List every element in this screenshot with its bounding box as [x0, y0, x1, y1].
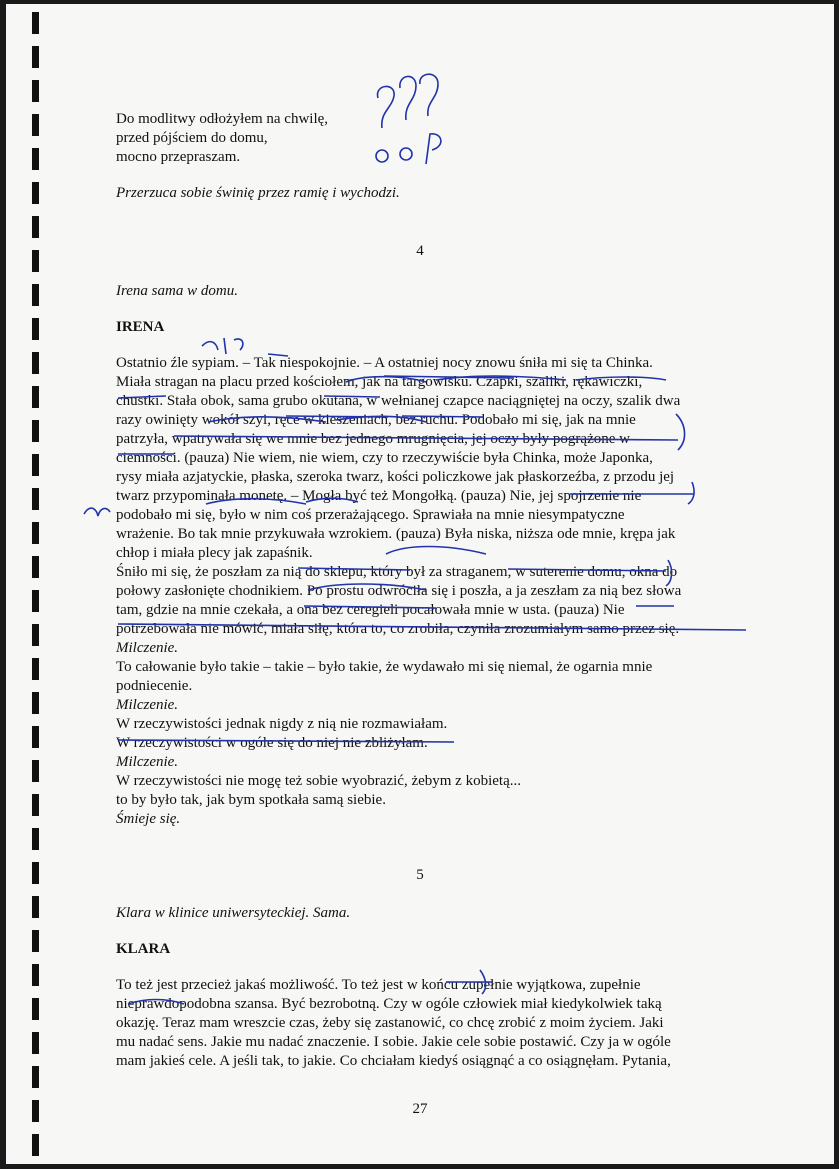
binding-hole: [32, 760, 39, 782]
text-line: razy owinięty wokół szyi, ręce w kieszeniach, bez ruchu. Podobało mi się, jak na mnie: [116, 412, 636, 428]
binding-hole: [32, 692, 39, 714]
text-line: podobało mi się, było w nim coś przerażającego. Sprawiała na mnie niesympatyczne: [116, 507, 625, 523]
text-line: tam, gdzie na mnie czekała, a ona bez ceregieli pocałowała mnie w usta. (pauza) Nie: [116, 602, 625, 618]
binding-holes: [32, 4, 44, 1164]
binding-hole: [32, 794, 39, 816]
binding-hole: [32, 1066, 39, 1088]
binding-hole: [32, 998, 39, 1020]
binding-hole: [32, 12, 39, 34]
question-mark-1: [378, 86, 395, 128]
binding-hole: [32, 386, 39, 408]
question-mark-3: [420, 74, 438, 116]
text-line: Milczenie.: [116, 697, 179, 713]
text-line: Klara w klinice uniwersyteckiej. Sama.: [116, 905, 351, 921]
margin-nie: [84, 508, 110, 516]
binding-hole: [32, 726, 39, 748]
text-line: To też jest przecież jakaś możliwość. To też jest w końcu zupełnie wyjątkowa, zupełnie: [116, 977, 641, 993]
text-line: W rzeczywistości jednak nigdy z nią nie rozmawiałam.: [116, 716, 448, 732]
spie-note: [202, 338, 243, 354]
letter-p: [426, 134, 441, 164]
text-line: Do modlitwy odłożyłem na chwilę,: [116, 111, 329, 127]
binding-hole: [32, 1134, 39, 1156]
text-line: wrażenie. Bo tak mnie przykuwała wzrokiem. (pauza) Była niska, niższa ode mnie, krępa jak: [116, 526, 676, 542]
text-line: KLARA: [116, 941, 171, 957]
binding-hole: [32, 590, 39, 612]
text-line: Ostatnio źle sypiam. – Tak niespokojnie. – A ostatniej nocy znowu śniła mi się ta Chinka.: [116, 355, 653, 371]
binding-hole: [32, 454, 39, 476]
binding-hole: [32, 284, 39, 306]
circle-o-1: [376, 150, 388, 162]
text-line: rysy miała azjatyckie, płaska, szeroka twarz, kości policzkowe jak płaskorzeźba, z przodu jej: [116, 469, 675, 485]
binding-hole: [32, 182, 39, 204]
binding-hole: [32, 964, 39, 986]
text-line: Milczenie.: [116, 640, 179, 656]
question-mark-2: [400, 76, 416, 120]
text-line: mam jakieś cele. A jeśli tak, to jakie. Co chciałam kiedyś osiągnąć a co osiągnęłam. Pytania,: [116, 1053, 671, 1069]
binding-hole: [32, 828, 39, 850]
circle-o-2: [400, 148, 412, 160]
text-line: To całowanie było takie – takie – było takie, że wydawało mi się niemal, że ogarnia mnie: [116, 659, 653, 675]
text-line: chłop i miała plecy jak zapaśnik.: [116, 545, 313, 561]
text-line: W rzeczywistości nie mogę też sobie wyobrazić, żebym z kobietą...: [116, 773, 521, 789]
binding-hole: [32, 216, 39, 238]
text-line: 5: [416, 867, 424, 883]
document-page: [6, 4, 834, 1164]
text-line: mocno przepraszam.: [116, 149, 241, 165]
binding-hole: [32, 1032, 39, 1054]
binding-hole: [32, 488, 39, 510]
binding-hole: [32, 318, 39, 340]
arc-2: [688, 482, 694, 504]
text-line: 4: [416, 243, 424, 259]
text-line: okazję. Teraz mam wreszcie czas, żeby się zastanowić, co chcę zrobić z moim życiem. Jaki: [116, 1015, 664, 1031]
binding-hole: [32, 352, 39, 374]
text-line: mu nadać sens. Jakie mu nadać znaczenie. I sobie. Jakie cele sobie postawić. Czy ja w ogóle: [116, 1034, 671, 1050]
arc-1: [676, 414, 685, 450]
text-line: IRENA: [116, 319, 165, 335]
text-line: połowy zasłonięte chodnikiem. Po prostu odwróciła się i poszła, a ja zeszłam za nią bez słowa: [116, 583, 682, 599]
binding-hole: [32, 80, 39, 102]
text-line: W rzeczywistości w ogóle się do niej nie zbliżyłam.: [116, 735, 428, 751]
text-line: ciemności. (pauza) Nie wiem, nie wiem, czy to rzeczywiście była Chinka, może Japonka,: [116, 450, 653, 466]
binding-hole: [32, 930, 39, 952]
binding-hole: [32, 556, 39, 578]
binding-hole: [32, 46, 39, 68]
text-line: Śmieje się.: [116, 811, 181, 827]
text-line: Śniło mi się, że poszłam za nią do sklepu, który był za straganem, w suterenie domu, okna do: [116, 564, 678, 580]
text-line: Irena sama w domu.: [116, 283, 238, 299]
text-line: podniecenie.: [116, 678, 193, 694]
text-line: Milczenie.: [116, 754, 179, 770]
text-line: przed pójściem do domu,: [116, 130, 268, 146]
binding-hole: [32, 148, 39, 170]
binding-hole: [32, 420, 39, 442]
text-line: to by było tak, jak bym spotkała samą siebie.: [116, 792, 386, 808]
text-line: Przerzuca sobie świnię przez ramię i wychodzi.: [116, 185, 400, 201]
page-number: 27: [412, 1101, 428, 1117]
binding-hole: [32, 522, 39, 544]
text-line: nieprawdopodobna szansa. Być bezrobotną. Czy w ogóle człowiek miał kiedykolwiek taką: [116, 996, 662, 1012]
text-line: potrzebowała nie mówić, miała siłę, która to, co zrobiła, czyniła zrozumiałym samo przez się.: [116, 621, 680, 637]
text-line: twarz przypominała monetę. – Mogła być też Mongołką. (pauza) Nie, jej spojrzenie nie: [116, 488, 642, 504]
text-line: chustki. Stała obok, sama grubo okutana, w wełnianej czapce naciągniętej na oczy, szalik dwa: [116, 393, 681, 409]
binding-hole: [32, 896, 39, 918]
text-line: patrzyła, wpatrywała się we mnie bez jednego mrugnięcia, jej oczy były pogrążone w: [116, 431, 630, 447]
binding-hole: [32, 658, 39, 680]
binding-hole: [32, 624, 39, 646]
text-line: Miała stragan na placu przed kościołem, jak na targowisku. Czapki, szaliki, rękawiczki,: [116, 374, 643, 390]
binding-hole: [32, 114, 39, 136]
note-ze-straganu: [386, 547, 486, 555]
